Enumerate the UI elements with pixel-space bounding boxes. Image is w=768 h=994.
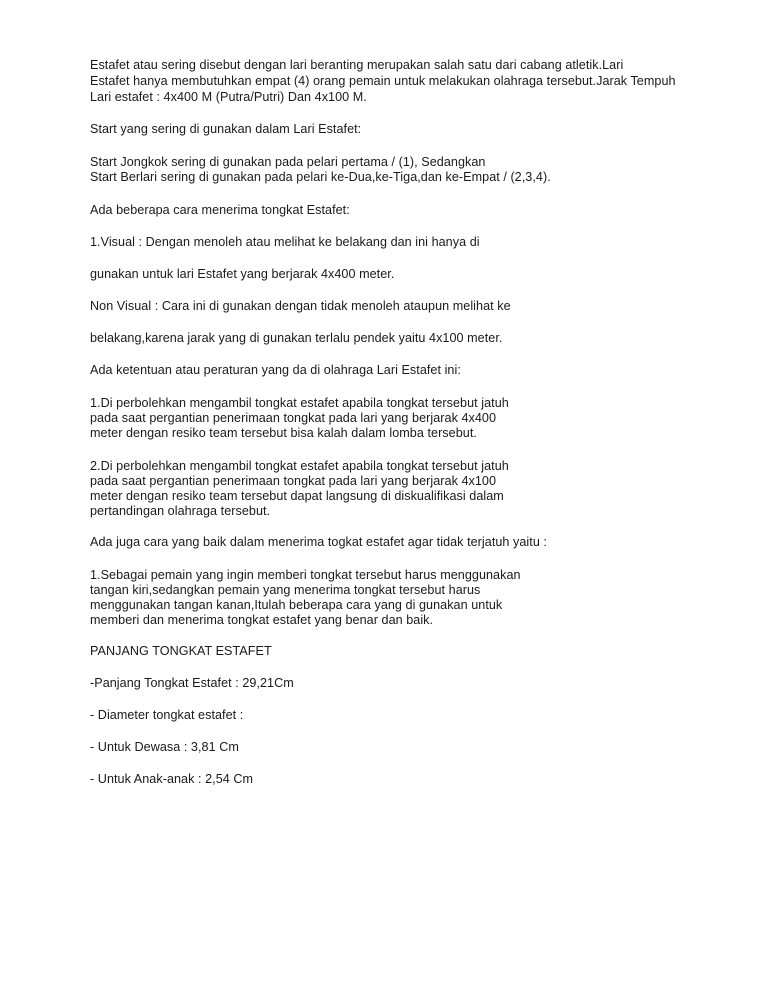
length-line: -Panjang Tongkat Estafet : 29,21Cm <box>90 676 294 690</box>
rule-2-line-1: 2.Di perbolehkan mengambil tongkat estafet apabila tongkat tersebut jatuh <box>90 459 509 473</box>
rule-1-line-1: 1.Di perbolehkan mengambil tongkat estafet apabila tongkat tersebut jatuh <box>90 396 509 410</box>
good-way-line-3: menggunakan tangan kanan,Itulah beberapa cara yang di gunakan untuk <box>90 598 503 612</box>
visual-line-2: gunakan untuk lari Estafet yang berjarak 4x400 meter. <box>90 267 395 281</box>
nonvisual-line-2: belakang,karena jarak yang di gunakan terlalu pendek yaitu 4x100 meter. <box>90 331 503 345</box>
start-heading: Start yang sering di gunakan dalam Lari Estafet: <box>90 122 362 136</box>
length-heading: PANJANG TONGKAT ESTAFET <box>90 644 272 658</box>
good-way-line-1: 1.Sebagai pemain yang ingin memberi tongkat tersebut harus menggunakan <box>90 568 521 582</box>
rule-1-line-3: meter dengan resiko team tersebut bisa kalah dalam lomba tersebut. <box>90 426 477 440</box>
good-way-heading: Ada juga cara yang baik dalam menerima togkat estafet agar tidak terjatuh yaitu : <box>90 535 547 549</box>
rule-2-line-3: meter dengan resiko team tersebut dapat langsung di diskualifikasi dalam <box>90 489 504 503</box>
visual-line-1: 1.Visual : Dengan menoleh atau melihat ke belakang dan ini hanya di <box>90 235 480 249</box>
intro-line-1: Estafet atau sering disebut dengan lari beranting merupakan salah satu dari cabang atletik.Lari <box>90 58 624 72</box>
start-types-line-2: Start Berlari sering di gunakan pada pelari ke-Dua,ke-Tiga,dan ke-Empat / (2,3,4). <box>90 170 551 184</box>
intro-line-2: Estafet hanya membutuhkan empat (4) orang pemain untuk melakukan olahraga tersebut.Jarak Tempuh <box>90 74 676 88</box>
rules-heading: Ada ketentuan atau peraturan yang da di olahraga Lari Estafet ini: <box>90 363 461 377</box>
start-types-line-1: Start Jongkok sering di gunakan pada pelari pertama / (1), Sedangkan <box>90 155 486 169</box>
rule-1-line-2: pada saat pergantian penerimaan tongkat pada lari yang berjarak 4x400 <box>90 411 497 425</box>
rule-2-line-4: pertandingan olahraga tersebut. <box>90 504 271 518</box>
receive-heading: Ada beberapa cara menerima tongkat Estafet: <box>90 203 350 217</box>
intro-line-3: Lari estafet : 4x400 M (Putra/Putri) Dan 4x100 M. <box>90 90 367 104</box>
diameter-line: - Diameter tongkat estafet : <box>90 708 244 722</box>
good-way-line-2: tangan kiri,sedangkan pemain yang menerima tongkat tersebut harus <box>90 583 481 597</box>
child-diameter-line: - Untuk Anak-anak : 2,54 Cm <box>90 772 254 786</box>
nonvisual-line-1: Non Visual : Cara ini di gunakan dengan tidak menoleh ataupun melihat ke <box>90 299 511 313</box>
good-way-line-4: memberi dan menerima tongkat estafet yang benar dan baik. <box>90 613 434 627</box>
adult-diameter-line: - Untuk Dewasa : 3,81 Cm <box>90 740 239 754</box>
rule-2-line-2: pada saat pergantian penerimaan tongkat pada lari yang berjarak 4x100 <box>90 474 497 488</box>
